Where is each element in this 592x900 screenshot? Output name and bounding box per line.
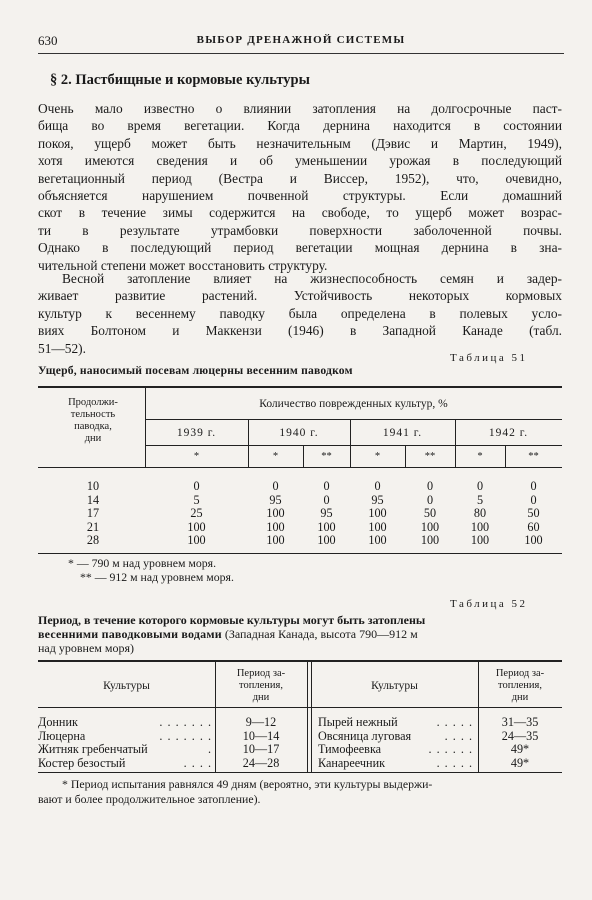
damage-cell: 100	[317, 519, 336, 534]
table-rule	[38, 386, 562, 388]
paragraph-line: бища во время вегетации. Когда дернина находится в состоянии	[38, 118, 562, 134]
paragraph-line: вегетационный период (Вестра и Виссер, 1952), что, очевидно,	[38, 170, 562, 186]
table-rule	[307, 661, 308, 772]
damage-cell: 0	[272, 479, 279, 493]
duration-cell: 28	[86, 533, 100, 547]
crop-name: Донник	[38, 715, 78, 729]
page-number: 630	[38, 33, 58, 48]
flood-days-cell: 10—17	[242, 742, 280, 756]
table-rule	[145, 419, 562, 420]
paragraph-line: культур к весеннему паводку была определена в полевых усло-	[38, 305, 562, 321]
damage-cell: 0	[476, 479, 484, 493]
damage-cell: 25	[190, 506, 203, 520]
paragraph-line: 51—52).	[38, 340, 86, 356]
flood-days-cell: 24—28	[242, 755, 280, 770]
paragraph-line: живает развитие растений. Устойчивость некоторых кормовых	[38, 288, 562, 304]
altitude-subheader: *	[477, 451, 483, 462]
table-rule	[145, 445, 562, 446]
paragraph-line: объясняется нарушением почвенной структуры. Если домашний	[38, 188, 562, 204]
table-52-label: Таблица 52	[450, 598, 528, 610]
leader-dots: . . . . . .	[428, 742, 473, 756]
column-header-period: Период за- топления, дни	[495, 668, 545, 703]
paragraph-1	[38, 100, 562, 274]
running-head	[38, 33, 564, 51]
column-header-period: Период за- топления, дни	[236, 668, 286, 703]
damage-cell: 0	[530, 492, 537, 507]
damage-cell: 80	[473, 506, 487, 520]
section-title: § 2. Пастбищные и кормовые культуры	[50, 72, 310, 88]
leader-dots: . . . . .	[436, 755, 473, 770]
damage-cell: 100	[187, 519, 206, 534]
damage-cell: 100	[266, 519, 285, 534]
header-rule	[38, 53, 564, 54]
damage-cell: 95	[371, 492, 384, 507]
table-rule	[38, 553, 562, 554]
table-rule	[38, 467, 562, 468]
table-rule	[311, 661, 312, 772]
crop-name: Канареечник	[318, 755, 386, 770]
paragraph-line: скот в течение зимы содержится на свободе, то ущерб может возрас-	[38, 205, 562, 221]
crop-name: Житняк гребенчатый	[38, 742, 148, 756]
damage-cell: 100	[470, 519, 490, 534]
leader-dots: . . . . . . .	[159, 715, 212, 729]
paragraph-line: Весной затопление влияет на жизнеспособность семян и задер-	[62, 271, 562, 286]
damage-cell: 0	[426, 492, 434, 507]
paragraph-line: чительной степени может восстановить структуру.	[38, 257, 328, 273]
table-note: ** — 912 м над уровнем моря.	[80, 570, 234, 584]
leader-dots: .	[207, 742, 212, 756]
altitude-subheader: **	[424, 451, 436, 462]
table-note: * — 790 м над уровнем моря.	[68, 556, 217, 570]
table-51-label: Таблица 51	[450, 352, 528, 364]
damage-cell: 50	[423, 506, 437, 520]
duration-cell: 10	[86, 479, 100, 493]
table-51-caption: Ущерб, наносимый посевам люцерны весенним паводком	[38, 364, 353, 377]
flood-days-cell: 31—35	[501, 715, 539, 729]
damage-cell: 100	[368, 506, 387, 520]
damage-cell: 100	[420, 519, 440, 534]
crop-name: Люцерна	[38, 728, 86, 743]
altitude-subheader: *	[374, 451, 381, 462]
flood-days-cell: 10—14	[242, 728, 280, 743]
damage-cell: 0	[323, 479, 330, 493]
damage-cell: 60	[527, 519, 540, 534]
crop-name: Пырей нежный	[318, 715, 398, 729]
paragraph-line: ти в результате утрамбовки поверхности заболоченной почвы.	[38, 222, 562, 238]
column-header-crop: Культуры	[103, 680, 150, 692]
paragraph-line: Однако в последующий период вегетации мощная дернина в зна-	[38, 240, 562, 256]
duration-cell: 21	[86, 519, 100, 534]
crop-name: Овсяница луговая	[318, 728, 412, 743]
paragraph-line: Очень мало известно о влиянии затопления на долгосрочные паст-	[38, 101, 562, 116]
damage-cell: 0	[193, 479, 200, 493]
table-rule	[38, 707, 562, 708]
column-group-header: Количество поврежденных культур, %	[259, 398, 448, 410]
damage-cell: 100	[187, 533, 206, 547]
flood-days-cell: 49*	[510, 742, 530, 756]
damage-cell: 95	[269, 492, 282, 507]
damage-cell: 0	[374, 479, 381, 493]
paragraph-line: хотя имеются сведения и об уменьшении урожая в последующий	[38, 153, 562, 169]
duration-cell: 17	[86, 506, 100, 520]
altitude-subheader: *	[272, 451, 279, 462]
damage-cell: 100	[420, 533, 440, 547]
damage-cell: 100	[368, 519, 387, 534]
damage-cell: 0	[323, 492, 330, 507]
altitude-subheader: *	[193, 451, 200, 462]
damage-cell: 5	[193, 492, 200, 507]
damage-cell: 5	[476, 492, 484, 507]
column-header-crop: Культуры	[371, 680, 418, 692]
column-header-duration: Продолжи- тельность паводка, дни	[68, 397, 118, 444]
paragraph-line: покоя, ущерб может быть незначительным (Дэвис и Мартин, 1949),	[38, 135, 562, 151]
damage-cell: 100	[266, 533, 285, 547]
damage-cell: 100	[470, 533, 490, 547]
altitude-subheader: **	[321, 451, 332, 462]
damage-cell: 95	[320, 506, 333, 520]
running-head-title: ВЫБОР ДРЕНАЖНОЙ СИСТЕМЫ	[196, 34, 406, 46]
table-52-footnote: * Период испытания равнялся 49 дням (вероятно, эти культуры выдержи- вают и более продолжительное затопление).	[38, 777, 433, 806]
table-rule	[38, 660, 562, 662]
damage-cell: 0	[426, 479, 434, 493]
damage-cell: 100	[317, 533, 336, 547]
damage-cell: 50	[527, 506, 540, 520]
leader-dots: . . . . .	[436, 715, 473, 729]
paragraph-line: виях Болтоном и Маккензи (1946) в Западной Канаде (табл.	[38, 323, 562, 339]
table-52-caption: Период, в течение которого кормовые культуры могут быть затоплены весенними паводковыми водами (Западная Канада, высота 790—912 м над уровнем моря)	[38, 613, 426, 655]
damage-cell: 100	[266, 506, 285, 520]
year-header: 1941 г.	[382, 427, 423, 439]
flood-days-cell: 24—35	[501, 728, 539, 743]
year-header: 1942 г.	[488, 427, 529, 439]
duration-cell: 14	[86, 492, 100, 507]
year-header: 1940 г.	[279, 427, 319, 439]
crop-name: Тимофеевка	[318, 742, 382, 756]
leader-dots: . . . .	[444, 728, 473, 743]
year-header: 1939 г.	[176, 427, 217, 439]
leader-dots: . . . . . . .	[159, 728, 212, 743]
flood-days-cell: 49*	[510, 755, 530, 770]
altitude-subheader: **	[528, 451, 539, 462]
paragraph-2	[38, 270, 562, 357]
crop-name: Костер безостый	[38, 755, 126, 770]
leader-dots: . . . .	[183, 755, 212, 770]
flood-days-cell: 9—12	[245, 715, 277, 729]
damage-cell: 100	[368, 533, 387, 547]
damage-cell: 100	[524, 533, 543, 547]
damage-cell: 0	[530, 479, 537, 493]
table-rule	[38, 772, 562, 773]
